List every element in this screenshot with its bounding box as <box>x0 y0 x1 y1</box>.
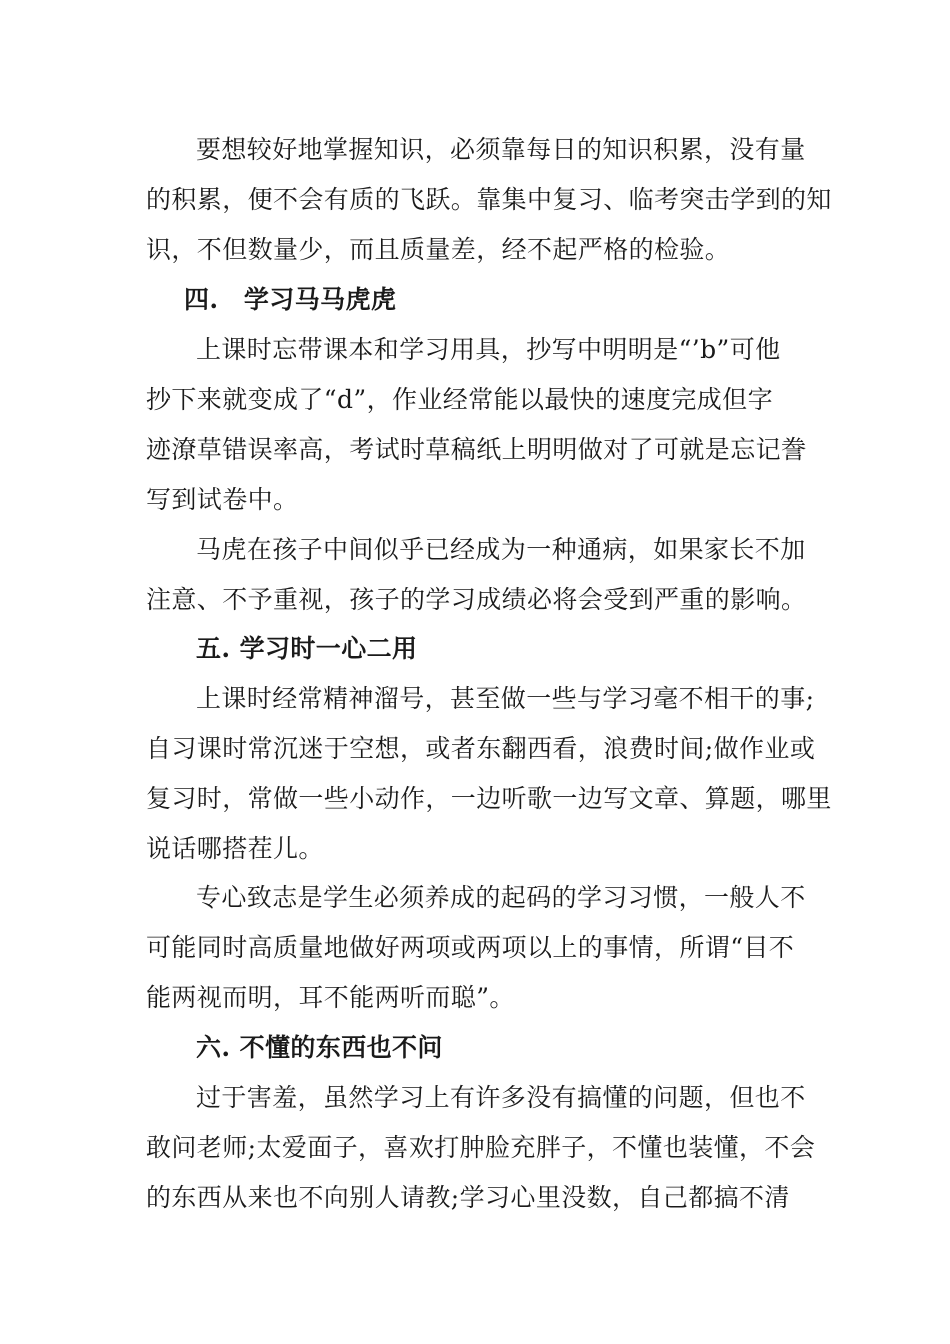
paragraph-5-line-3: 能两视而明，耳不能两听而聪”。 <box>146 983 515 1012</box>
paragraph-2-line-4: 写到试卷中。 <box>146 485 299 514</box>
paragraph-2-line-3: 迹潦草错误率高，考试时草稿纸上明明做对了可就是忘记誊 <box>146 435 807 464</box>
paragraph-6-line-3: 的东西从来也不向别人请教;学习心里没数，自己都搞不清 <box>146 1183 790 1212</box>
section-heading-4: 四. 学习马马虎虎 <box>184 285 397 314</box>
paragraph-2-line-2: 抄下来就变成了“d”，作业经常能以最快的速度完成但字 <box>146 385 773 414</box>
paragraph-5-line-1: 专心致志是学生必须养成的起码的学习习惯，一般人不 <box>196 883 806 912</box>
paragraph-4-line-2: 自习课时常沉迷于空想，或者东翻西看，浪费时间;做作业或 <box>146 734 816 763</box>
paragraph-2-line-1: 上课时忘带课本和学习用具，抄写中明明是“’b”可他 <box>196 335 781 364</box>
paragraph-3-line-1: 马虎在孩子中间似乎已经成为一种通病，如果家长不加 <box>196 535 806 564</box>
section-heading-6: 六. 不懂的东西也不问 <box>196 1033 443 1062</box>
paragraph-4-line-4: 说话哪搭茬儿。 <box>146 834 324 863</box>
paragraph-1-line-3: 识，不但数量少，而且质量差，经不起严格的检验。 <box>146 235 731 264</box>
paragraph-1-line-1: 要想较好地掌握知识，必须靠每日的知识积累，没有量 <box>196 135 806 164</box>
paragraph-4-line-1: 上课时经常精神溜号，甚至做一些与学习毫不相干的事; <box>196 684 815 713</box>
paragraph-4-line-3: 复习时，常做一些小动作，一边听歌一边写文章、算题，哪里 <box>146 784 832 813</box>
paragraph-6-line-2: 敢问老师;太爱面子，喜欢打肿脸充胖子，不懂也装懂，不会 <box>146 1133 816 1162</box>
paragraph-5-line-2: 可能同时高质量地做好两项或两项以上的事情，所谓“目不 <box>146 933 795 962</box>
paragraph-3-line-2: 注意、不予重视，孩子的学习成绩必将会受到严重的影响。 <box>146 585 807 614</box>
paragraph-1-line-2: 的积累，便不会有质的飞跃。靠集中复习、临考突击学到的知 <box>146 185 832 214</box>
paragraph-6-line-1: 过于害羞，虽然学习上有许多没有搞懂的问题，但也不 <box>196 1083 806 1112</box>
section-heading-5: 五. 学习时一心二用 <box>196 634 418 663</box>
